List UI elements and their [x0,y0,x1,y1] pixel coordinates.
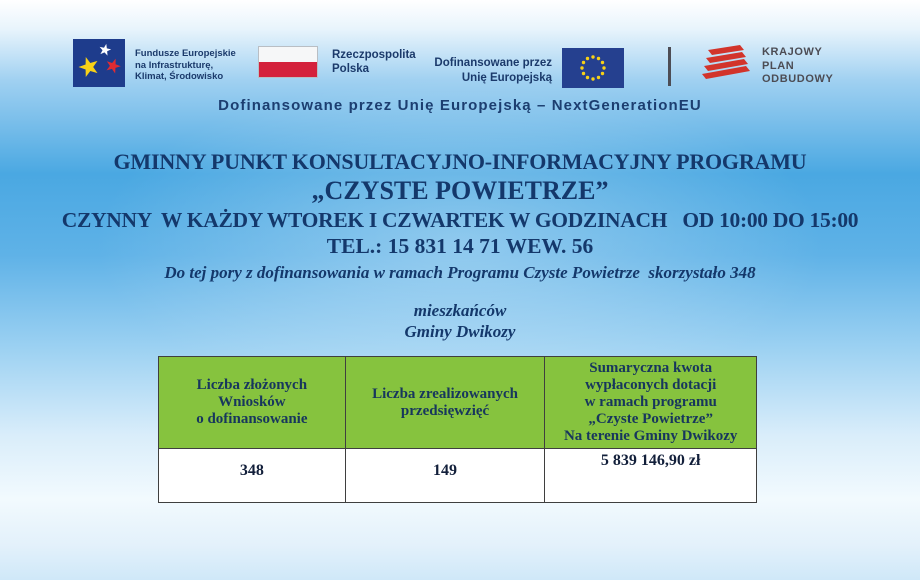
eu-cofunding-label-line: Dofinansowane przez [434,57,552,70]
logo-eu-cofunding [430,48,624,93]
eu-flag-icon [562,48,624,93]
logo-poland [258,46,416,78]
logo-eu-funds [72,38,236,93]
title-block [0,149,920,259]
poland-label-line: Polska [332,63,370,75]
funding-banner: Dofinansowane przez Unię Europejską – NextGenerationEU [218,97,702,114]
summary-line2: mieszkańców [413,301,507,320]
eu-funds-label-line: Fundusze Europejskie [135,48,236,60]
stats-table [158,356,757,503]
summary-line3: Gminy Dwikozy [404,322,516,342]
poland-flag-icon [258,46,318,78]
logo-divider [668,47,671,86]
table-header-row [159,357,757,449]
value-total-amount: 5 839 146,90 zł [545,449,757,503]
eu-cofunding-label-line: Unię Europejską [461,71,552,84]
poland-label-line: Rzeczpospolita [332,48,416,61]
page-title-line2: „CZYSTE POWIETRZE” [311,176,609,206]
eu-funds-label-line: na Infrastrukturę, [135,59,214,71]
value-completed: 149 [345,449,545,503]
table-header-total-amount: Sumaryczna kwota wypłaconych dotacji w ramach programu „Czyste Powietrze” Na terenie Gminy Dwikozy [545,357,757,449]
table-header-completed: Liczba zrealizowanych przedsięwzięć [345,357,545,449]
kpo-building-icon [700,41,752,92]
eu-funds-label-line: Klimat, Środowisko [135,71,224,83]
summary-line1: Do tej pory z dofinansowania w ramach Programu Czyste Powietrze skorzystało 348 [164,263,756,282]
kpo-label-line: PLAN [762,59,795,72]
kpo-label-line: KRAJOWY [762,45,823,58]
phone-line: TEL.: 15 831 14 71 WEW. 56 [326,233,594,258]
table-header-applications: Liczba złożonych Wniosków o dofinansowanie [159,357,346,449]
opening-hours-line: CZYNNY W KAŻDY WTOREK I CZWARTEK W GODZINACH OD 10:00 DO 15:00 [61,207,859,232]
kpo-label-line: ODBUDOWY [762,73,834,86]
value-applications: 348 [159,449,346,503]
summary-block [0,263,920,343]
eu-funds-stars-icon [72,38,126,93]
logo-kpo [700,41,833,92]
page-title-line1: GMINNY PUNKT KONSULTACYJNO-INFORMACYJNY PROGRAMU [113,149,807,174]
table-row [159,449,757,503]
